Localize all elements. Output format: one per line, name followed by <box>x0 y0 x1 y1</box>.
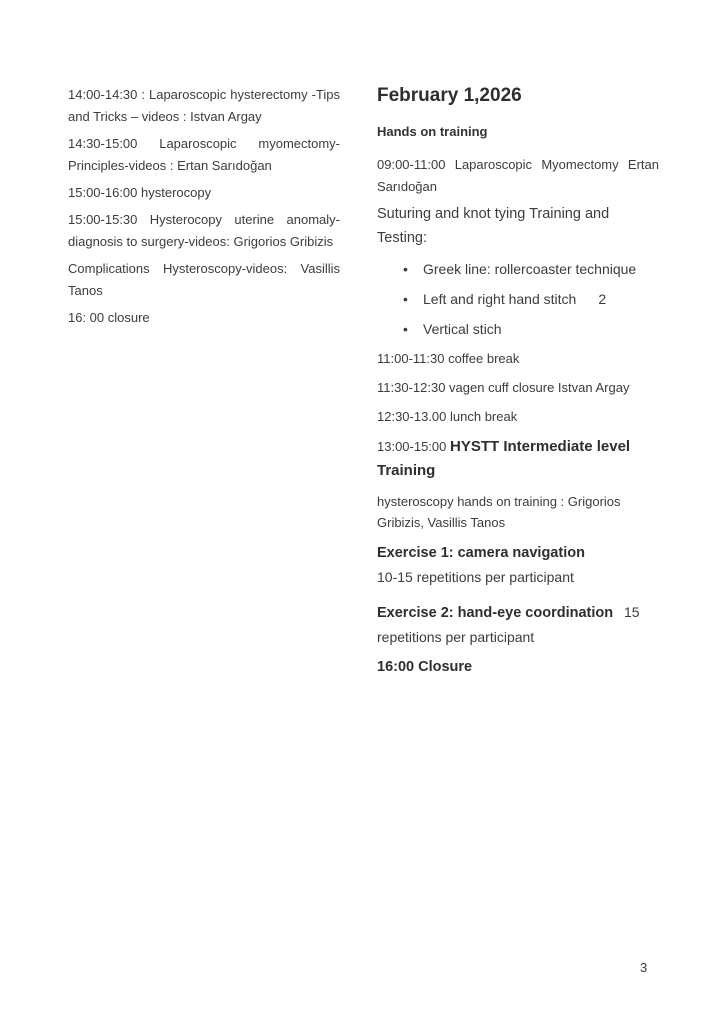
list-item-greek-line <box>377 258 659 280</box>
exercise2-line <box>377 600 659 649</box>
list-item-suffix: 2 <box>598 291 607 307</box>
schedule-item-complications: Complications Hysteroscopy-videos: Vasillis Tanos <box>68 261 340 298</box>
left-schedule-column <box>68 84 340 334</box>
bullet-icon: • <box>403 291 408 307</box>
schedule-item-hysteroscopy-hands-on: hysteroscopy hands on training : Grigorios Gribizis, Vasillis Tanos <box>377 494 621 530</box>
list-item-text: Left and right hand stitch <box>423 291 577 307</box>
schedule-item-myomectomy-videos: 14:30-15:00 Laparoscopic myomectomy-Principles-videos : Ertan Sarıdoğan <box>68 136 340 173</box>
schedule-item-vault-closure: 11:30-12:30 vagen cuff closure Istvan Argay <box>377 380 630 395</box>
exercise2-title: Exercise 2: hand-eye coordination <box>377 605 614 621</box>
bullet-icon: • <box>403 321 408 337</box>
hystt-title: HYSTT Intermediate level Training <box>377 438 631 479</box>
bullet-icon: • <box>403 261 408 277</box>
schedule-item-hystt-training <box>377 435 659 483</box>
schedule-item-final-closure: 16:00 Closure <box>377 659 473 675</box>
list-item-text: Greek line: rollercoaster technique <box>423 261 637 277</box>
schedule-item-coffee-break: 11:00-11:30 coffee break <box>377 351 520 366</box>
schedule-item-uterine-anomaly: 15:00-15:30 Hysterocopy uterine anomaly-diagnosis to surgery-videos: Grigorios Gribizis <box>68 212 340 249</box>
hystt-time: 13:00-15:00 <box>377 439 451 454</box>
exercise2-detail: 15 repetitions per participant <box>377 604 640 645</box>
schedule-item-closure: 16: 00 closure <box>68 310 150 325</box>
page-number: 3 <box>640 960 648 975</box>
schedule-item-lunch-break: 12:30-13.00 lunch break <box>377 409 518 424</box>
list-item-left-right-stitch <box>377 288 659 310</box>
hands-on-training-subheading: Hands on training <box>377 124 488 139</box>
list-item-text: Vertical stich <box>423 321 502 337</box>
schedule-item-hysterocopy: 15:00-16:00 hysterocopy <box>68 185 212 200</box>
suturing-section-title: Suturing and knot tying Training and Testing: <box>377 206 610 246</box>
list-item-vertical-stich <box>377 318 659 340</box>
schedule-item-hysterectomy-videos: 14:00-14:30 : Laparoscopic hysterectomy -Tips and Tricks – videos : Istvan Argay <box>68 87 340 124</box>
exercise1-detail: 10-15 repetitions per participant <box>377 569 574 585</box>
schedule-item-morning-session: 09:00-11:00 Laparoscopic Myomectomy Ertan Sarıdoğan <box>377 157 659 194</box>
date-heading: February 1,2026 <box>377 85 522 106</box>
exercise1-title: Exercise 1: camera navigation <box>377 545 585 561</box>
right-schedule-column <box>377 84 659 679</box>
suturing-bullet-list <box>377 258 659 340</box>
